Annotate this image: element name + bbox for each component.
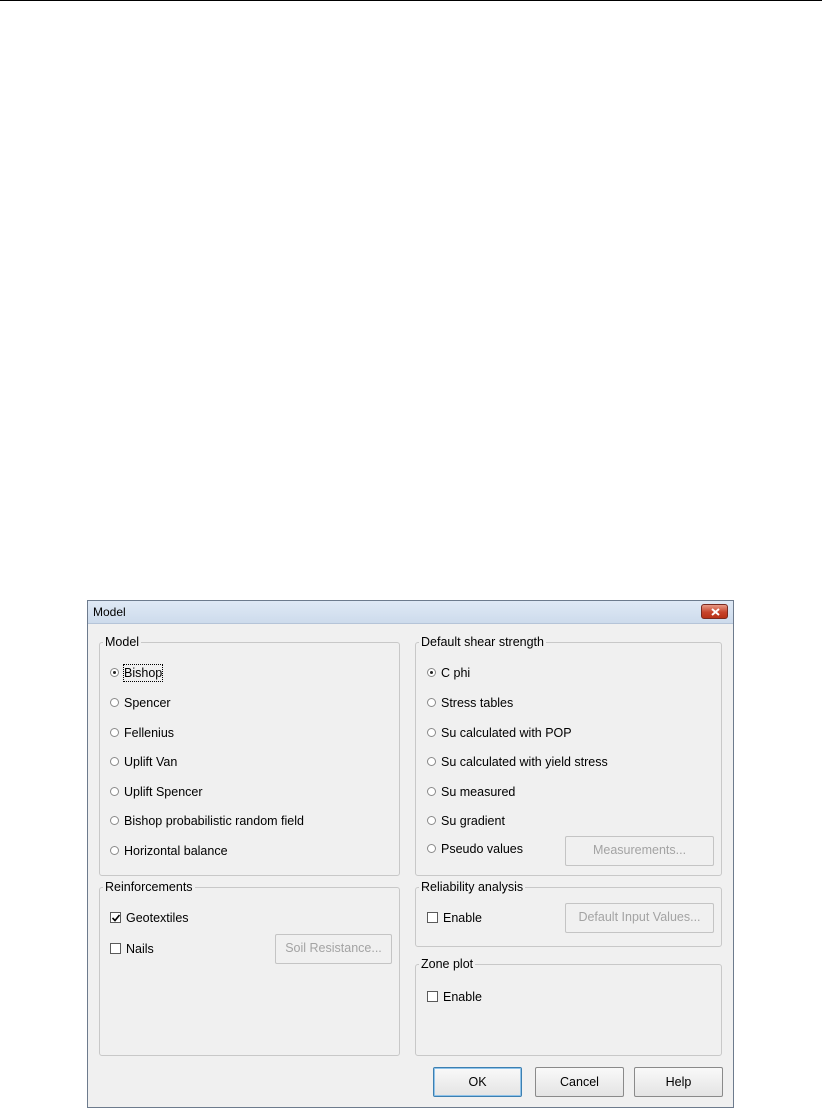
cancel-button[interactable]: Cancel bbox=[535, 1067, 624, 1097]
checkbox-zone-plot-enable-label: Enable bbox=[443, 990, 482, 1004]
radio-indicator bbox=[110, 668, 119, 677]
checkbox-reliability-enable-label: Enable bbox=[443, 911, 482, 925]
radio-su-yield-stress-label: Su calculated with yield stress bbox=[441, 755, 608, 769]
radio-indicator bbox=[427, 757, 436, 766]
radio-indicator bbox=[110, 816, 119, 825]
radio-indicator bbox=[427, 698, 436, 707]
radio-indicator bbox=[110, 757, 119, 766]
zone-plot-group bbox=[415, 957, 722, 1056]
radio-indicator bbox=[110, 728, 119, 737]
dialog-title: Model bbox=[93, 605, 126, 619]
radio-indicator bbox=[427, 668, 436, 677]
default-input-values-button[interactable]: Default Input Values... bbox=[565, 903, 714, 933]
model-dialog bbox=[87, 600, 734, 1108]
radio-indicator bbox=[110, 698, 119, 707]
page-top-rule bbox=[0, 0, 822, 1]
model-group-legend: Model bbox=[105, 635, 140, 649]
radio-indicator bbox=[427, 728, 436, 737]
radio-su-pop-label: Su calculated with POP bbox=[441, 726, 572, 740]
radio-su-gradient-label: Su gradient bbox=[441, 814, 505, 828]
checkbox-box bbox=[427, 991, 438, 1002]
radio-su-measured-label: Su measured bbox=[441, 785, 516, 799]
checkbox-box bbox=[110, 943, 121, 954]
check-icon bbox=[112, 914, 120, 922]
radio-uplift-spencer-label: Uplift Spencer bbox=[124, 785, 203, 799]
radio-stress-tables-label: Stress tables bbox=[441, 696, 514, 710]
radio-indicator bbox=[427, 787, 436, 796]
radio-indicator bbox=[427, 844, 436, 853]
radio-indicator bbox=[110, 787, 119, 796]
close-button[interactable] bbox=[701, 604, 728, 619]
close-icon bbox=[711, 608, 720, 616]
radio-indicator bbox=[110, 846, 119, 855]
soil-resistance-button[interactable]: Soil Resistance... bbox=[275, 934, 392, 964]
radio-spencer-label: Spencer bbox=[124, 696, 171, 710]
radio-uplift-van-label: Uplift Van bbox=[124, 755, 178, 769]
help-button[interactable]: Help bbox=[634, 1067, 723, 1097]
checkbox-box bbox=[110, 912, 121, 923]
checkbox-nails-label: Nails bbox=[126, 942, 154, 956]
dialog-titlebar bbox=[88, 601, 733, 624]
radio-bishop-probabilistic-label: Bishop probabilistic random field bbox=[124, 814, 304, 828]
radio-bishop-label: Bishop bbox=[124, 666, 163, 680]
zone-plot-group-legend: Zone plot bbox=[421, 957, 474, 971]
shear-strength-group-legend: Default shear strength bbox=[421, 635, 544, 649]
radio-fellenius-label: Fellenius bbox=[124, 726, 175, 740]
checkbox-box bbox=[427, 912, 438, 923]
reinforcements-group-legend: Reinforcements bbox=[105, 880, 193, 894]
measurements-button[interactable]: Measurements... bbox=[565, 836, 714, 866]
checkbox-geotextiles-label: Geotextiles bbox=[126, 911, 189, 925]
ok-button[interactable]: OK bbox=[433, 1067, 522, 1097]
radio-horizontal-balance-label: Horizontal balance bbox=[124, 844, 228, 858]
radio-pseudo-values-label: Pseudo values bbox=[441, 842, 524, 856]
reliability-group-legend: Reliability analysis bbox=[421, 880, 524, 894]
radio-indicator bbox=[427, 816, 436, 825]
radio-c-phi-label: C phi bbox=[441, 666, 471, 680]
